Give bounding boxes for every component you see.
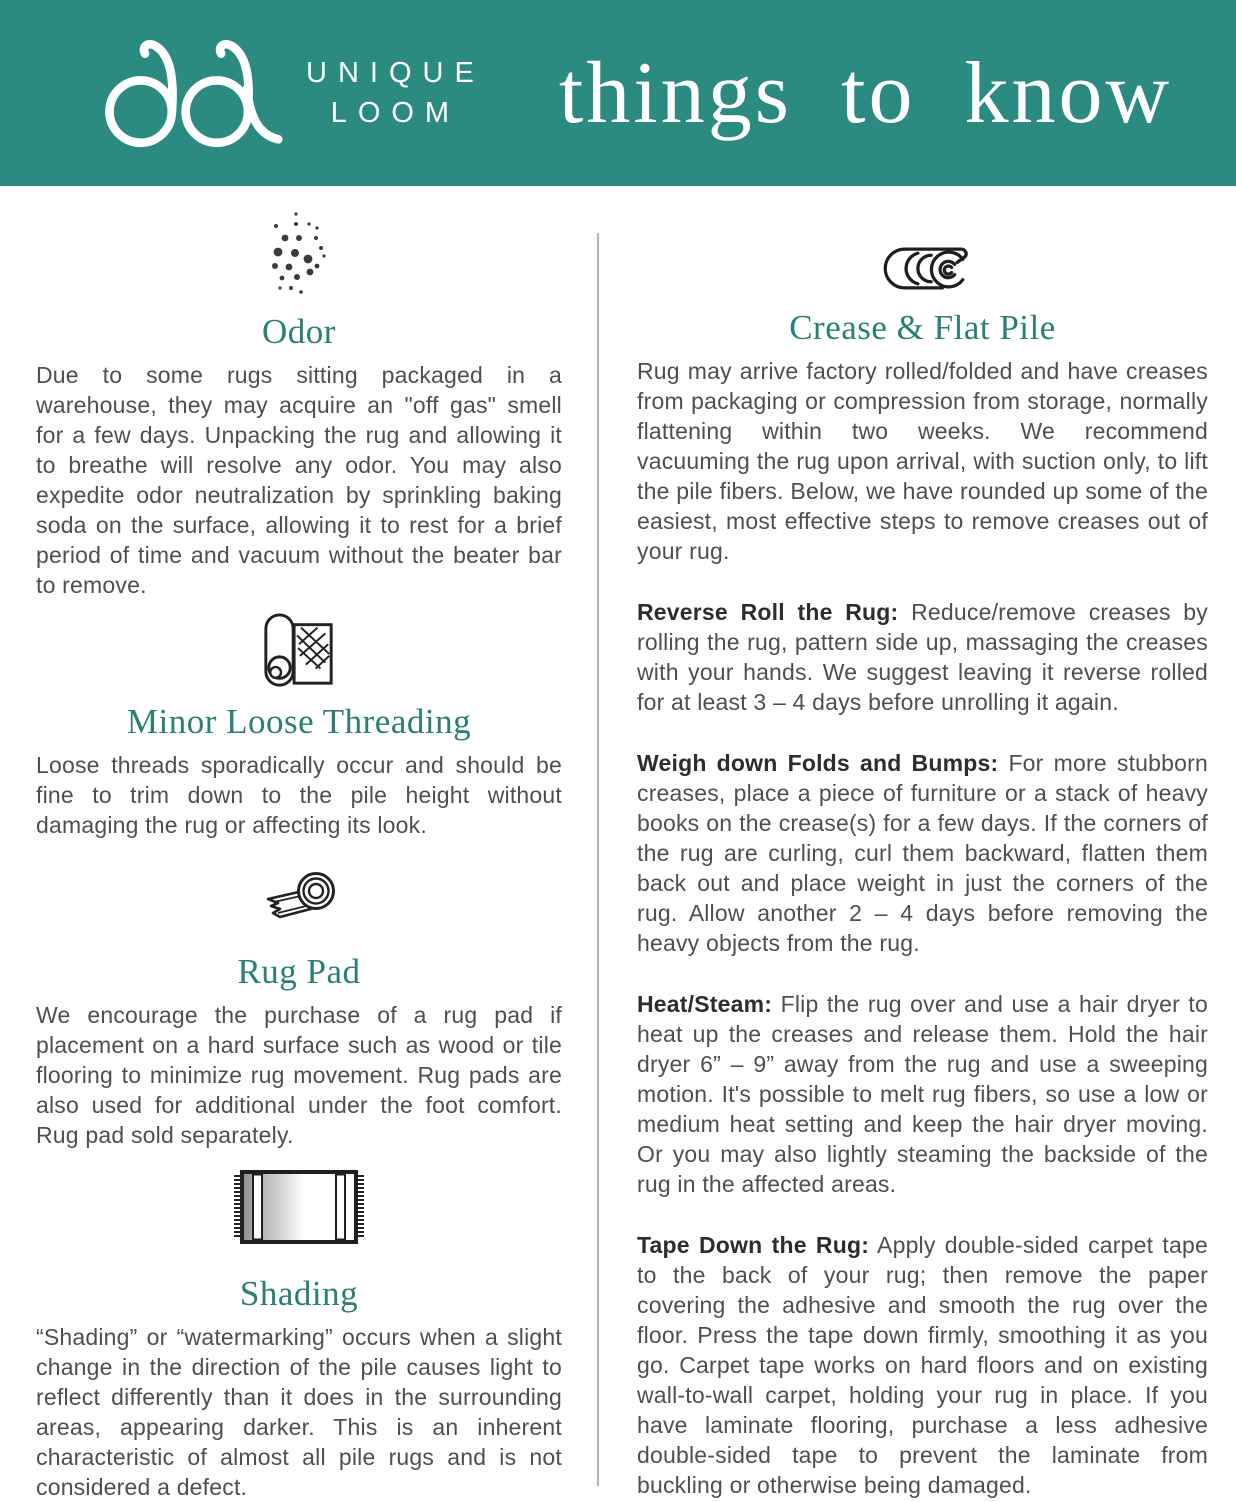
content-area bbox=[0, 186, 1236, 1500]
tip-text-weigh-down: For more stubborn creases, place a piece of furniture or a stack of heavy books on the crease(s) for a few days. If the corners of the rug are curling, curl them backward, flatten them back out and place weight in just the corners of the rug. Allow another 2 – 4 days before removing the heavy objects from the rug. bbox=[637, 750, 1208, 956]
section-heading-shading: Shading bbox=[239, 1274, 359, 1313]
shaded-rug-icon bbox=[233, 1168, 365, 1246]
tip-reverse-roll bbox=[637, 597, 1208, 717]
tip-text-heat-steam: Flip the rug over and use a hair dryer to heat up the creases and release them. Hold the hair dryer 6” – 9” away from the rug and use a sweeping motion. It's possible to melt rug fibers, so use a low or medium heat setting and keep the hair dryer moving. Or you may also lightly steaming the backside of the rug in the affected areas. bbox=[637, 991, 1209, 1197]
rolled-rug-threads-icon bbox=[262, 612, 336, 690]
tip-weigh-down bbox=[637, 748, 1208, 958]
rug-pad-icon-row bbox=[36, 866, 562, 928]
page-title: things to know bbox=[558, 44, 1172, 142]
right-column bbox=[597, 186, 1236, 1500]
crease-icon-row bbox=[637, 245, 1208, 292]
tip-text-reverse-roll: Reduce/remove creases by rolling the rug, pattern side up, massaging the creases with your hands. We suggest leaving it reverse rolled for at least 3 – 4 days before unrolling it again. bbox=[637, 599, 1209, 715]
odor-icon-row bbox=[36, 210, 562, 300]
left-column bbox=[0, 186, 597, 1500]
section-body-shading: “Shading” or “watermarking” occurs when a slight change in the direction of the pile causes light to reflect differently than it does in the surrounding areas, appearing darker. This is an inherent characteristic of almost all pile rugs and is not considered a defect. bbox=[36, 1324, 562, 1500]
section-heading-rug-pad: Rug Pad bbox=[237, 952, 361, 991]
section-heading-crease: Crease & Flat Pile bbox=[789, 308, 1056, 347]
crease-intro: Rug may arrive factory rolled/folded and have creases from packaging or compression from storage, normally flattening within two weeks. We recommend vacuuming the rug upon arrival, with suction only, to lift the pile fibers. Below, we have rounded up some of the easiest, most effective steps to remove creases out of your rug. bbox=[637, 358, 1208, 564]
section-heading-threading: Minor Loose Threading bbox=[126, 702, 472, 741]
threading-icon-row bbox=[36, 612, 562, 690]
section-body-threading: Loose threads sporadically occur and should be fine to trim down to the pile height without damaging the rug or affecting its look. bbox=[36, 752, 562, 838]
tip-text-tape-down: Apply double-sided carpet tape to the back of your rug; then remove the paper covering the adhesive and smooth the rug over the floor. Press the tape down firmly, smoothing it as you go. Carpet tape works on hard floors and on existing wall-to-wall carpet, holding your rug in place. If you have laminate flooring, purchase a less adhesive double-sided tape to prevent the laminate from buckling or otherwise being damaged. bbox=[637, 1232, 1208, 1498]
shading-icon-row bbox=[36, 1168, 562, 1246]
tip-label-heat-steam: Heat/Steam: bbox=[637, 991, 773, 1017]
tip-label-weigh-down: Weigh down Folds and Bumps: bbox=[637, 750, 999, 776]
column-divider bbox=[597, 233, 599, 1486]
unique-loom-logo-icon bbox=[100, 34, 286, 152]
tip-label-tape-down: Tape Down the Rug: bbox=[637, 1232, 870, 1258]
brand-banner bbox=[0, 0, 1236, 186]
rolled-rug-side-icon bbox=[873, 245, 973, 292]
brand-line-2: LOOM bbox=[330, 97, 461, 129]
brand-wordmark bbox=[306, 53, 485, 133]
section-body-odor: Due to some rugs sitting packaged in a warehouse, they may acquire an "off gas" smell for a few days. Unpacking the rug and allowing it to breathe will resolve any odor. You may also expedite odor neutralization by sprinkling baking soda on the surface, allowing it to rest for a brief period of time and vacuum without the beater bar to remove. bbox=[36, 362, 562, 598]
odor-dots-icon bbox=[268, 210, 330, 300]
rug-pad-roll-icon bbox=[258, 866, 340, 928]
section-body-rug-pad: We encourage the purchase of a rug pad if placement on a hard surface such as wood or tile flooring to minimize rug movement. Rug pads are also used for additional under the foot comfort. Rug pad sold separately. bbox=[36, 1002, 562, 1148]
tip-tape-down bbox=[637, 1230, 1208, 1500]
section-heading-odor: Odor bbox=[262, 312, 336, 351]
brand-line-1: UNIQUE bbox=[306, 57, 485, 89]
tip-label-reverse-roll: Reverse Roll the Rug: bbox=[637, 599, 899, 625]
tip-heat-steam bbox=[637, 989, 1208, 1199]
